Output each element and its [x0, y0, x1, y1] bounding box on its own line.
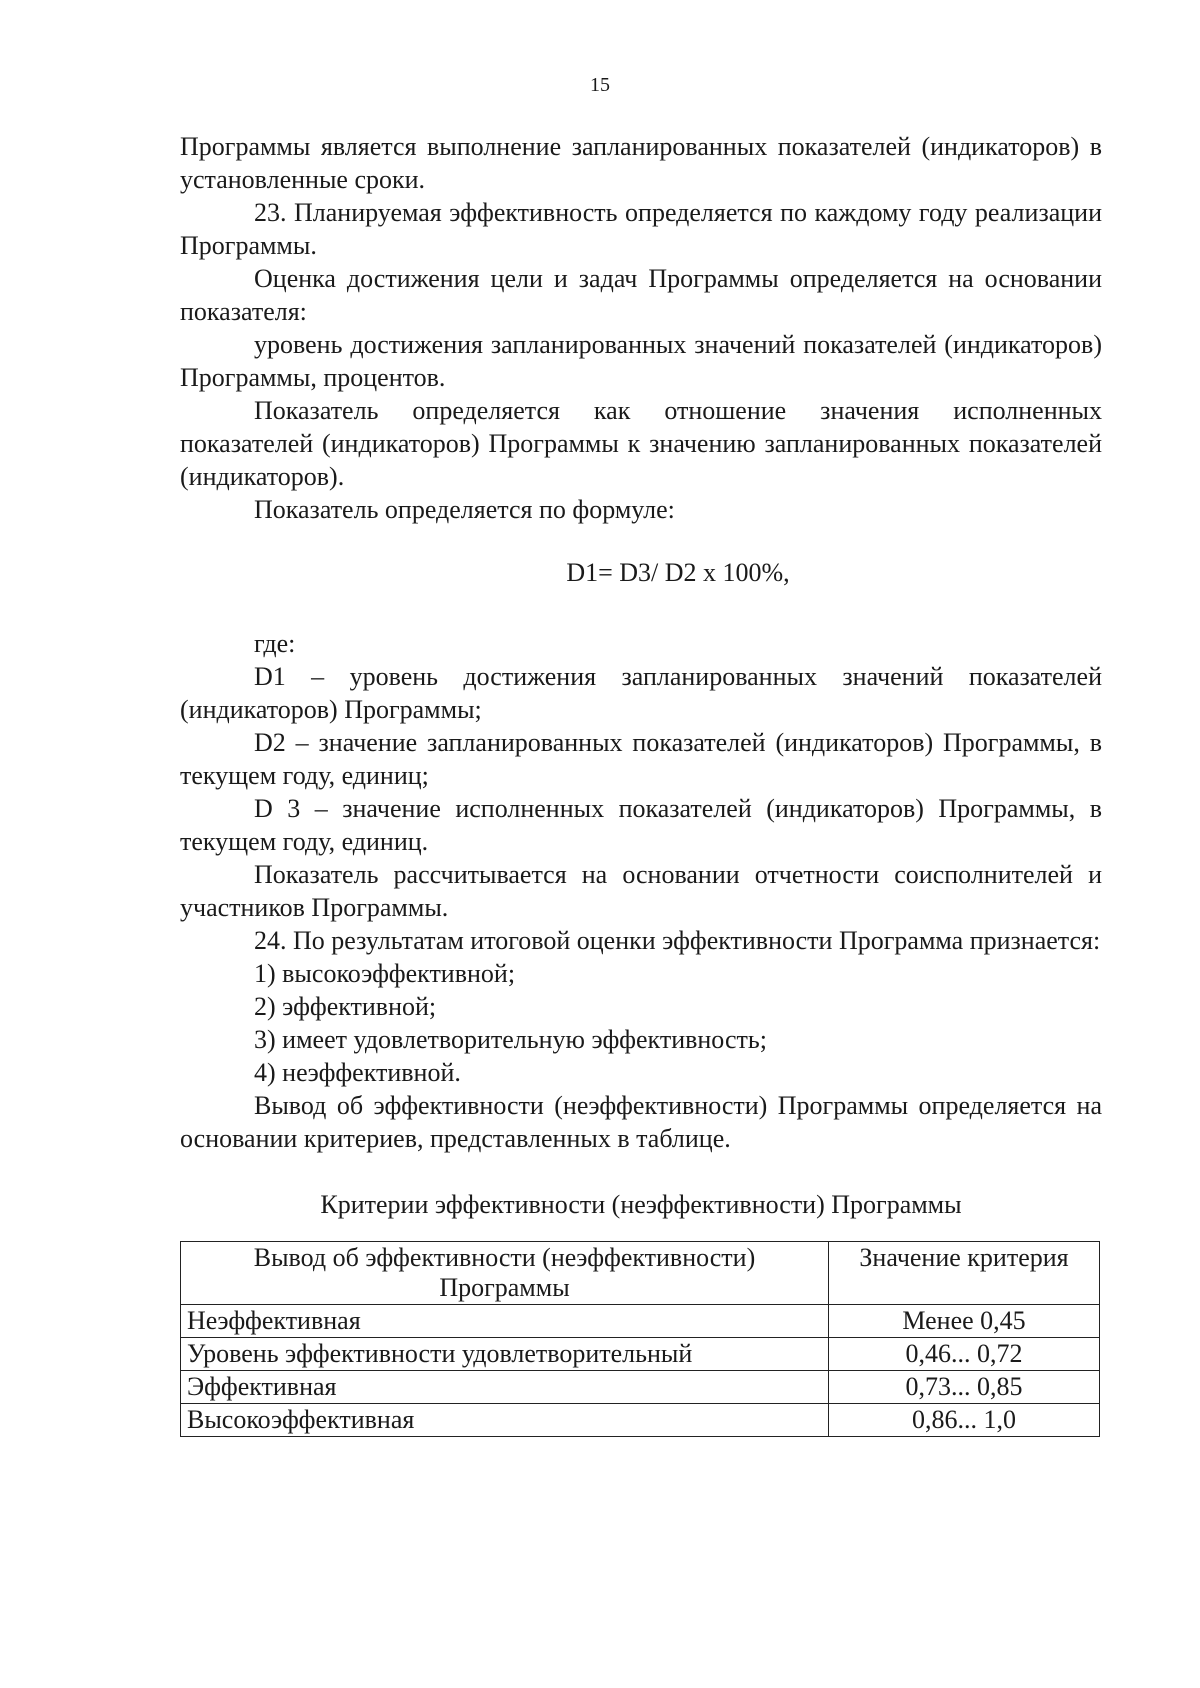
row-value: 0,73... 0,85	[829, 1371, 1100, 1404]
table-caption: Критерии эффективности (неэффективности) Программы	[320, 1190, 962, 1219]
paragraph-0: Программы является выполнение запланированных показателей (индикаторов) в установленные сроки.	[180, 132, 1102, 194]
definition-d1: D1 – уровень достижения запланированных значений показателей (индикаторов) Программы;	[180, 662, 1102, 724]
row-value: 0,46... 0,72	[829, 1338, 1100, 1371]
paragraph-3: уровень достижения запланированных значений показателей (индикаторов) Программы, процентов.	[180, 330, 1102, 392]
row-label: Высокоэффективная	[181, 1404, 829, 1437]
paragraph-where: где:	[254, 629, 296, 658]
paragraph-1: 23. Планируемая эффективность определяется по каждому году реализации Программы.	[180, 198, 1102, 260]
row-value: 0,86... 1,0	[829, 1404, 1100, 1437]
paragraph-reporting: Показатель рассчитывается на основании отчетности соисполнителей и участников Программы.	[180, 860, 1102, 922]
paragraph-5: Показатель определяется по формуле:	[254, 495, 675, 524]
paragraph-4: Показатель определяется как отношение значения исполненных показателей (индикаторов) Программы к значению запланированных показателей (индикаторов).	[180, 396, 1102, 491]
row-label: Эффективная	[181, 1371, 829, 1404]
row-value: Менее 0,45	[829, 1305, 1100, 1338]
list-item: 3) имеет удовлетворительную эффективность;	[254, 1025, 767, 1054]
row-label: Неэффективная	[181, 1305, 829, 1338]
page-number: 15	[590, 74, 610, 96]
table-header-row	[181, 1242, 1100, 1305]
list-item: 4) неэффективной.	[254, 1058, 461, 1087]
definition-d3: D 3 – значение исполненных показателей (индикаторов) Программы, в текущем году, единиц.	[180, 794, 1102, 856]
definition-d2: D2 – значение запланированных показателей (индикаторов) Программы, в текущем году, единиц;	[180, 728, 1102, 790]
table-row	[181, 1404, 1100, 1437]
table-row	[181, 1338, 1100, 1371]
document-body	[180, 130, 1102, 1437]
list-item: 1) высокоэффективной;	[254, 959, 516, 988]
header-conclusion: Вывод об эффективности (неэффективности) Программы	[181, 1242, 829, 1305]
paragraph-2: Оценка достижения цели и задач Программы определяется на основании показателя:	[180, 264, 1102, 326]
formula: D1= D3/ D2 x 100%,	[566, 558, 790, 587]
criteria-table	[180, 1241, 1100, 1437]
closing-paragraph: Вывод об эффективности (неэффективности) Программы определяется на основании критериев, представленных в таблице.	[180, 1091, 1102, 1153]
list-item: 2) эффективной;	[254, 992, 437, 1021]
paragraph-24: 24. По результатам итоговой оценки эффективности Программа признается:	[254, 926, 1101, 955]
table-row	[181, 1371, 1100, 1404]
header-criterion-value: Значение критерия	[829, 1242, 1100, 1305]
table-row	[181, 1305, 1100, 1338]
row-label: Уровень эффективности удовлетворительный	[181, 1338, 829, 1371]
